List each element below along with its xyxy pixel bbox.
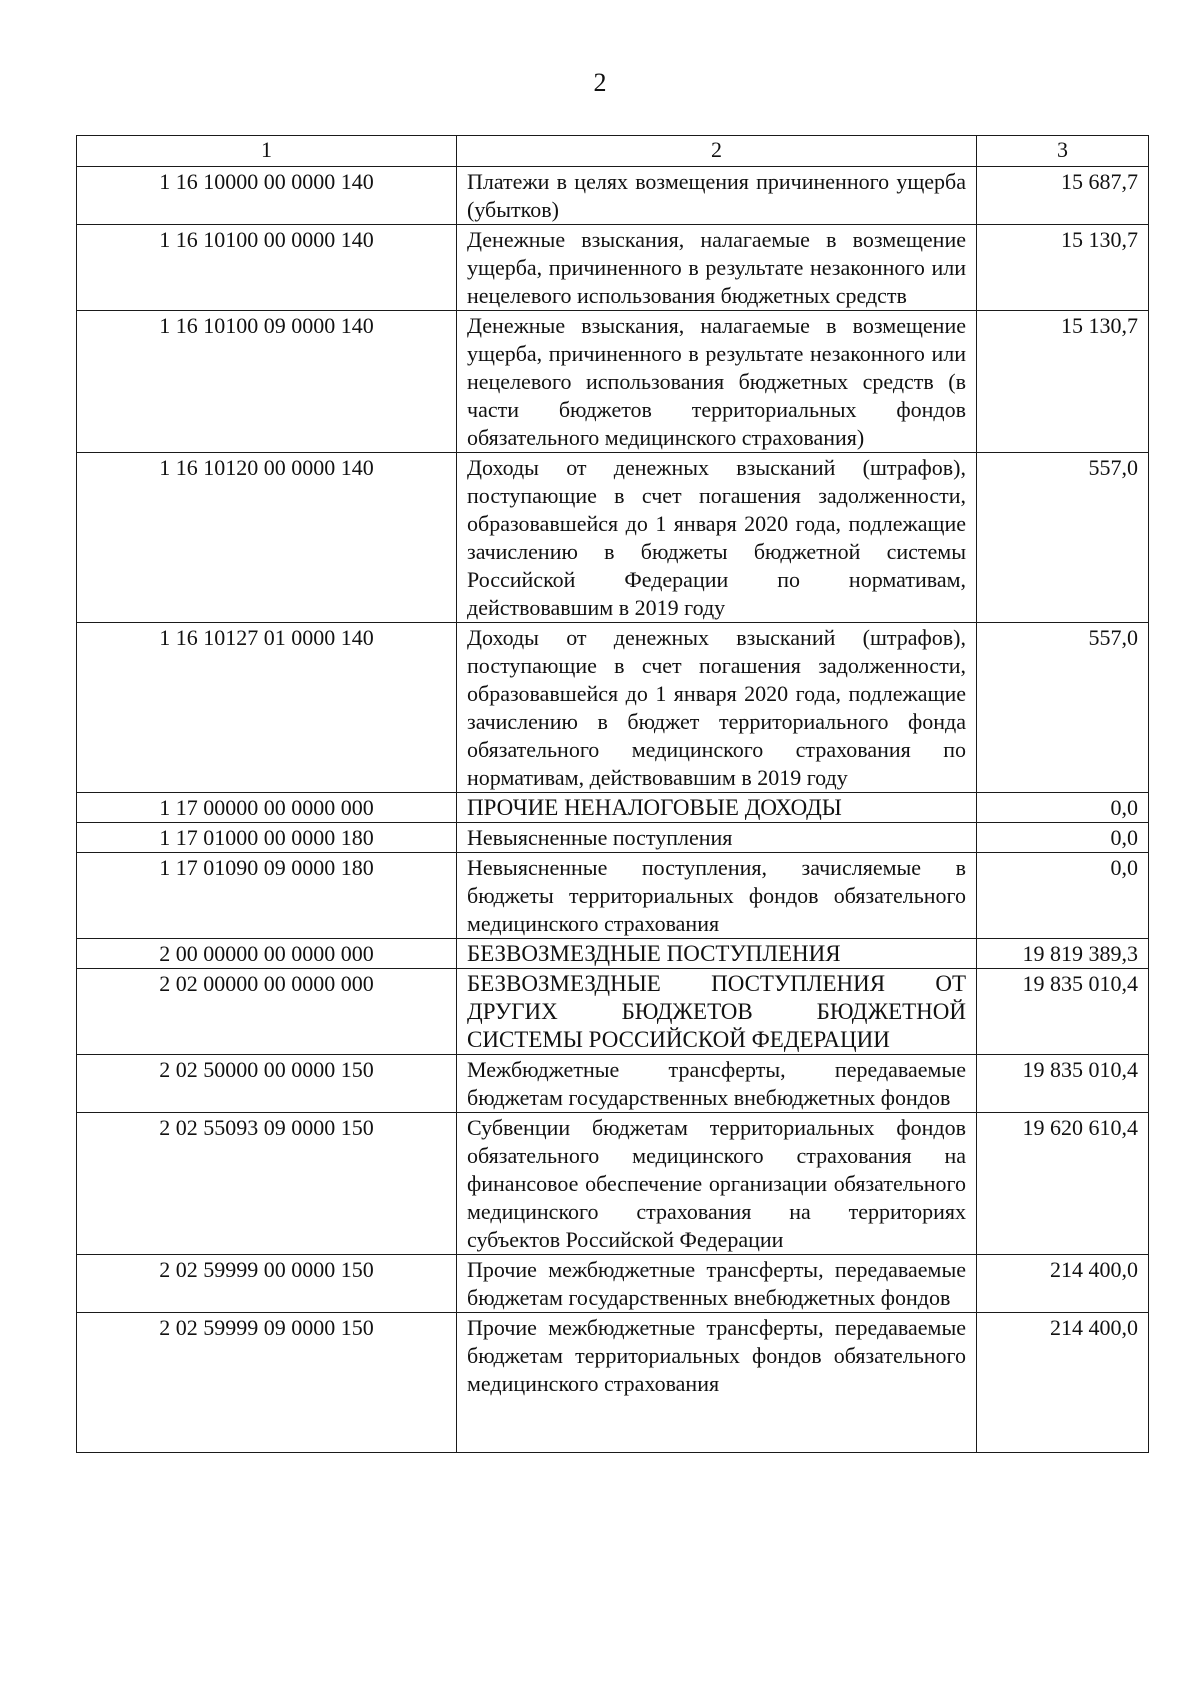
revenue-name: Платежи в целях возмещения причиненного ущерба (убытков) xyxy=(457,167,977,225)
revenue-code: 1 17 01090 09 0000 180 xyxy=(77,853,457,939)
revenue-code: 2 02 50000 00 0000 150 xyxy=(77,1055,457,1113)
revenue-name: БЕЗВОЗМЕЗДНЫЕ ПОСТУПЛЕНИЯ xyxy=(457,939,977,969)
revenue-amount: 0,0 xyxy=(977,823,1149,853)
revenue-name: ПРОЧИЕ НЕНАЛОГОВЫЕ ДОХОДЫ xyxy=(457,793,977,823)
table-row xyxy=(77,969,1149,1055)
column-header-name: 2 xyxy=(457,136,977,167)
revenue-amount: 0,0 xyxy=(977,793,1149,823)
revenue-amount: 214 400,0 xyxy=(977,1255,1149,1313)
table-row xyxy=(77,311,1149,453)
revenue-name: Межбюджетные трансферты, передаваемые бюджетам государственных внебюджетных фондов xyxy=(457,1055,977,1113)
revenue-name: Денежные взыскания, налагаемые в возмещение ущерба, причиненного в результате незаконного или нецелевого использования бюджетных средств (в части бюджетов территориальных фондов обязательного медицинского страхования) xyxy=(457,311,977,453)
table-row xyxy=(77,823,1149,853)
revenue-amount: 15 130,7 xyxy=(977,225,1149,311)
revenue-code: 1 16 10000 00 0000 140 xyxy=(77,167,457,225)
table-row xyxy=(77,453,1149,623)
table-row xyxy=(77,1255,1149,1313)
revenue-name: Субвенции бюджетам территориальных фондов обязательного медицинского страхования на финансовое обеспечение организации обязательного медицинского страхования на территориях субъектов Российской Федерации xyxy=(457,1113,977,1255)
table-row xyxy=(77,623,1149,793)
table-row xyxy=(77,167,1149,225)
revenue-amount: 19 620 610,4 xyxy=(977,1113,1149,1255)
revenue-amount: 19 835 010,4 xyxy=(977,1055,1149,1113)
revenue-amount: 557,0 xyxy=(977,623,1149,793)
revenue-code: 2 02 00000 00 0000 000 xyxy=(77,969,457,1055)
table-row xyxy=(77,1313,1149,1453)
revenue-code: 2 02 59999 09 0000 150 xyxy=(77,1313,457,1453)
revenue-name: Доходы от денежных взысканий (штрафов), поступающие в счет погашения задолженности, образовавшейся до 1 января 2020 года, подлежащие зачислению в бюджет территориального фонда обязательного медицинского страхования по нормативам, действовавшим в 2019 году xyxy=(457,623,977,793)
table-row xyxy=(77,939,1149,969)
revenue-code: 1 16 10120 00 0000 140 xyxy=(77,453,457,623)
revenue-name: Доходы от денежных взысканий (штрафов), поступающие в счет погашения задолженности, образовавшейся до 1 января 2020 года, подлежащие зачислению в бюджеты бюджетной системы Российской Федерации по нормативам, действовавшим в 2019 году xyxy=(457,453,977,623)
revenue-code: 2 02 59999 00 0000 150 xyxy=(77,1255,457,1313)
page-number: 2 xyxy=(593,68,607,97)
revenue-code: 1 16 10100 00 0000 140 xyxy=(77,225,457,311)
column-header-code: 1 xyxy=(77,136,457,167)
table-row xyxy=(77,853,1149,939)
revenue-name: Невыясненные поступления, зачисляемые в бюджеты территориальных фондов обязательного медицинского страхования xyxy=(457,853,977,939)
revenue-name: Невыясненные поступления xyxy=(457,823,977,853)
revenue-name: Прочие межбюджетные трансферты, передаваемые бюджетам территориальных фондов обязательного медицинского страхования xyxy=(457,1313,977,1453)
revenue-name: Денежные взыскания, налагаемые в возмещение ущерба, причиненного в результате незаконного или нецелевого использования бюджетных средств xyxy=(457,225,977,311)
revenue-code: 1 17 01000 00 0000 180 xyxy=(77,823,457,853)
revenue-amount: 15 687,7 xyxy=(977,167,1149,225)
table-row xyxy=(77,1113,1149,1255)
revenue-amount: 214 400,0 xyxy=(977,1313,1149,1453)
table-row xyxy=(77,1055,1149,1113)
revenue-amount: 557,0 xyxy=(977,453,1149,623)
column-header-amount: 3 xyxy=(977,136,1149,167)
table-row xyxy=(77,793,1149,823)
revenue-amount: 15 130,7 xyxy=(977,311,1149,453)
revenue-amount: 19 819 389,3 xyxy=(977,939,1149,969)
revenue-code: 1 16 10127 01 0000 140 xyxy=(77,623,457,793)
revenue-name: БЕЗВОЗМЕЗДНЫЕ ПОСТУПЛЕНИЯ ОТ ДРУГИХ БЮДЖЕТОВ БЮДЖЕТНОЙ СИСТЕМЫ РОССИЙСКОЙ ФЕДЕРАЦИИ xyxy=(457,969,977,1055)
revenue-code: 1 17 00000 00 0000 000 xyxy=(77,793,457,823)
revenue-code: 2 02 55093 09 0000 150 xyxy=(77,1113,457,1255)
revenue-code: 2 00 00000 00 0000 000 xyxy=(77,939,457,969)
table-row xyxy=(77,225,1149,311)
revenue-name: Прочие межбюджетные трансферты, передаваемые бюджетам государственных внебюджетных фондов xyxy=(457,1255,977,1313)
revenue-code: 1 16 10100 09 0000 140 xyxy=(77,311,457,453)
revenue-amount: 0,0 xyxy=(977,853,1149,939)
budget-revenue-table xyxy=(76,135,1149,1453)
revenue-amount: 19 835 010,4 xyxy=(977,969,1149,1055)
table-header-row xyxy=(77,136,1149,167)
